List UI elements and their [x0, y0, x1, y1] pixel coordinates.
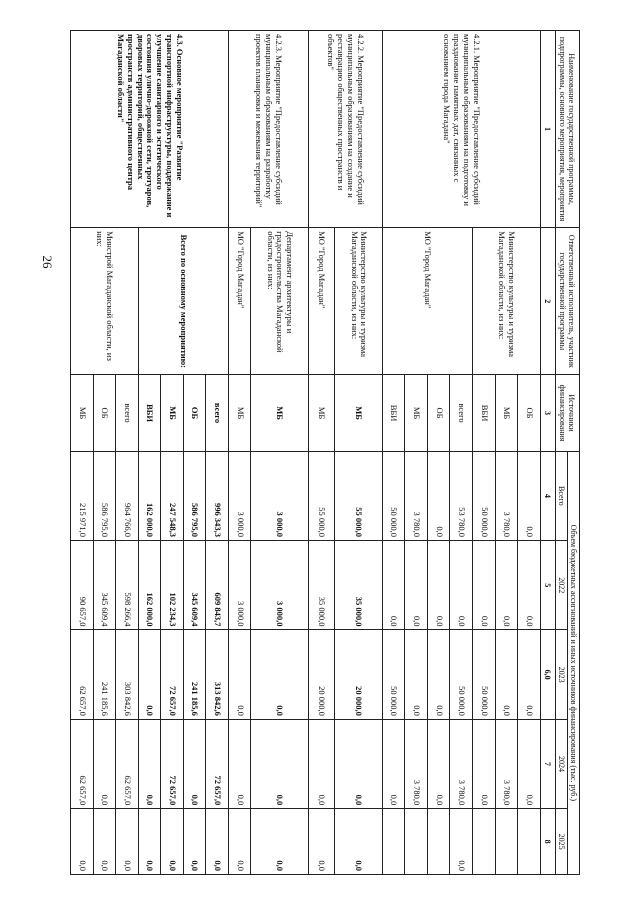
- value-cell: 72 657,0: [161, 630, 184, 719]
- value-cell: [427, 809, 450, 875]
- value-cell: 50 000,0: [382, 451, 405, 540]
- value-cell: 0,0: [251, 809, 308, 875]
- value-cell: 50 000,0: [472, 451, 495, 540]
- value-cell: 0,0: [335, 719, 382, 808]
- value-cell: 50 000,0: [382, 630, 405, 719]
- value-cell: 241 185,6: [183, 630, 206, 719]
- value-cell: 0,0: [138, 630, 161, 719]
- source-cell: всего: [206, 375, 229, 451]
- value-cell: 20 000,0: [308, 630, 335, 719]
- value-cell: 3 000,0: [228, 451, 251, 540]
- value-cell: 0,0: [116, 809, 139, 875]
- value-cell: 609 843,7: [206, 541, 229, 630]
- value-cell: 964 766,0: [116, 451, 139, 540]
- value-cell: 0,0: [427, 541, 450, 630]
- value-cell: 62 657,0: [71, 719, 94, 808]
- value-cell: 0,0: [138, 719, 161, 808]
- value-cell: 35 000,0: [308, 541, 335, 630]
- value-cell: 598 266,4: [116, 541, 139, 630]
- value-cell: 162 000,0: [138, 451, 161, 540]
- index-cell: 7: [540, 719, 555, 808]
- index-cell: 2: [540, 228, 555, 375]
- source-cell: ВБИ: [472, 375, 495, 451]
- source-cell: МБ: [335, 375, 382, 451]
- index-cell: 1: [540, 31, 555, 228]
- value-cell: 50 000,0: [450, 630, 473, 719]
- measure-name-cell: 4.2.2. Мероприятие "Предоставление субсидий муниципальным образованиям на создание и реставрацию общественных пространств и объектов": [308, 31, 382, 228]
- header-2023: 2023: [555, 630, 567, 719]
- value-cell: 0,0: [518, 719, 541, 808]
- value-cell: [495, 809, 518, 875]
- value-cell: 0,0: [495, 541, 518, 630]
- index-cell: 8: [540, 809, 555, 875]
- value-cell: 0,0: [228, 630, 251, 719]
- value-cell: 303 842,6: [116, 630, 139, 719]
- value-cell: 0,0: [161, 809, 184, 875]
- value-cell: 215 971,0: [71, 451, 94, 540]
- value-cell: 3 780,0: [405, 719, 428, 808]
- index-cell: 5: [540, 541, 555, 630]
- table-row: [335, 31, 382, 875]
- index-cell: 3: [540, 375, 555, 451]
- value-cell: 50 000,0: [472, 630, 495, 719]
- page-number: 26: [40, 255, 55, 269]
- source-cell: МБ: [228, 375, 251, 451]
- table-row: [206, 31, 229, 875]
- executor-cell: Всего по основному мероприятию:: [138, 228, 228, 375]
- value-cell: 0,0: [405, 541, 428, 630]
- value-cell: 0,0: [228, 719, 251, 808]
- value-cell: 241 185,6: [93, 630, 116, 719]
- header-volume: Объем бюджетных ассигнований и иных источников финансирования (тыс. руб.): [567, 451, 579, 874]
- source-cell: ВБИ: [138, 375, 161, 451]
- source-cell: ОБ: [183, 375, 206, 451]
- value-cell: 0,0: [450, 541, 473, 630]
- value-cell: 35 000,0: [335, 541, 382, 630]
- value-cell: 3 780,0: [450, 719, 473, 808]
- financing-table: [70, 30, 580, 875]
- value-cell: 72 657,0: [206, 719, 229, 808]
- value-cell: 247 548,3: [161, 451, 184, 540]
- value-cell: 3 000,0: [251, 451, 308, 540]
- value-cell: 162 000,0: [138, 541, 161, 630]
- source-cell: МБ: [71, 375, 94, 451]
- measure-name-cell: 4.2.1. Мероприятие "Предоставление субсидий муниципальным образованиям на подготовку и празднование памятных дат, связанных с основанием города Магадана": [382, 31, 540, 228]
- value-cell: 0,0: [518, 541, 541, 630]
- value-cell: [518, 809, 541, 875]
- value-cell: 0,0: [183, 719, 206, 808]
- source-cell: МБ: [308, 375, 335, 451]
- value-cell: 0,0: [93, 809, 116, 875]
- column-index-row: [540, 31, 555, 875]
- value-cell: 55 000,0: [335, 451, 382, 540]
- value-cell: 0,0: [308, 719, 335, 808]
- header-total: Всего: [555, 451, 567, 540]
- value-cell: 3 780,0: [495, 451, 518, 540]
- value-cell: 0,0: [335, 809, 382, 875]
- value-cell: 313 842,6: [206, 630, 229, 719]
- value-cell: 0,0: [382, 719, 405, 808]
- source-cell: МБ: [495, 375, 518, 451]
- value-cell: 0,0: [427, 630, 450, 719]
- index-cell: 6,0: [540, 630, 555, 719]
- value-cell: 996 343,3: [206, 451, 229, 540]
- header-2025: 2025: [555, 809, 567, 875]
- executor-cell: МО "Город Магадан": [382, 228, 472, 375]
- value-cell: 0,0: [405, 630, 428, 719]
- value-cell: 345 609,4: [93, 541, 116, 630]
- source-cell: МБ: [251, 375, 308, 451]
- measure-name-cell: 4.3. Основное мероприятие "Развитие транспортной инфраструктуры, поддержание и улучшение санитарного и эстетического состояния улично-дорожной сети, тротуаров, дворовых территорий, общественных пространств административного центра Магаданской области": [71, 31, 229, 228]
- value-cell: 0,0: [251, 630, 308, 719]
- value-cell: 3 000,0: [228, 541, 251, 630]
- source-cell: всего: [116, 375, 139, 451]
- measure-name-cell: 4.2.3. Мероприятие "Предоставление субсидий муниципальным образованиям на разработку проектов планировки и межевания территорий": [228, 31, 308, 228]
- source-cell: всего: [450, 375, 473, 451]
- source-cell: МБ: [161, 375, 184, 451]
- value-cell: 0,0: [518, 630, 541, 719]
- executor-cell: МО "Город Магадан": [228, 228, 251, 375]
- value-cell: 0,0: [518, 451, 541, 540]
- value-cell: 0,0: [183, 809, 206, 875]
- value-cell: 0,0: [450, 809, 473, 875]
- value-cell: 0,0: [71, 809, 94, 875]
- value-cell: 55 000,0: [308, 451, 335, 540]
- source-cell: ОБ: [518, 375, 541, 451]
- value-cell: 20 000,0: [335, 630, 382, 719]
- executor-cell: Минстрой Магаданской области, из них:: [71, 228, 139, 375]
- executor-cell: Министерство культуры и туризма Магаданской области, из них:: [472, 228, 540, 375]
- value-cell: 0,0: [93, 719, 116, 808]
- value-cell: [382, 809, 405, 875]
- value-cell: 586 795,0: [93, 451, 116, 540]
- value-cell: 0,0: [427, 451, 450, 540]
- value-cell: [472, 809, 495, 875]
- value-cell: 3 780,0: [495, 719, 518, 808]
- value-cell: 3 780,0: [405, 451, 428, 540]
- value-cell: 0,0: [495, 630, 518, 719]
- header-2022: 2022: [555, 541, 567, 630]
- header-name: Наименование государственной программы, подпрограммы, основного мероприятия, мероприятия: [555, 31, 579, 228]
- source-cell: МБ: [405, 375, 428, 451]
- value-cell: 0,0: [206, 809, 229, 875]
- table-row: [251, 31, 308, 875]
- value-cell: 62 657,0: [116, 719, 139, 808]
- value-cell: 0,0: [472, 541, 495, 630]
- value-cell: 90 657,0: [71, 541, 94, 630]
- index-cell: 4: [540, 451, 555, 540]
- header-executor: Ответственный исполнитель, участник государственной программы: [555, 228, 579, 375]
- value-cell: 53 780,0: [450, 451, 473, 540]
- value-cell: 345 609,4: [183, 541, 206, 630]
- value-cell: 0,0: [427, 719, 450, 808]
- value-cell: 102 234,3: [161, 541, 184, 630]
- value-cell: 0,0: [228, 809, 251, 875]
- table-row: [518, 31, 541, 875]
- value-cell: 0,0: [308, 809, 335, 875]
- table-header-row: [567, 31, 579, 875]
- value-cell: 586 795,0: [183, 451, 206, 540]
- rotated-page-content: [70, 30, 580, 875]
- header-2024: 2024: [555, 719, 567, 808]
- executor-cell: Департамент архитектуры и градостроительства Магаданской области, из них:: [251, 228, 308, 375]
- value-cell: 0,0: [138, 809, 161, 875]
- value-cell: 0,0: [472, 719, 495, 808]
- executor-cell: МО "Город Магадан": [308, 228, 335, 375]
- source-cell: ВБИ: [382, 375, 405, 451]
- value-cell: [405, 809, 428, 875]
- value-cell: 0,0: [382, 541, 405, 630]
- source-cell: ОБ: [93, 375, 116, 451]
- header-sources: Источники финансирования: [555, 375, 579, 451]
- value-cell: 0,0: [251, 719, 308, 808]
- executor-cell: Министерство культуры и туризма Магаданской области, из них:: [335, 228, 382, 375]
- value-cell: 72 657,0: [161, 719, 184, 808]
- value-cell: 62 657,0: [71, 630, 94, 719]
- value-cell: 3 000,0: [251, 541, 308, 630]
- source-cell: ОБ: [427, 375, 450, 451]
